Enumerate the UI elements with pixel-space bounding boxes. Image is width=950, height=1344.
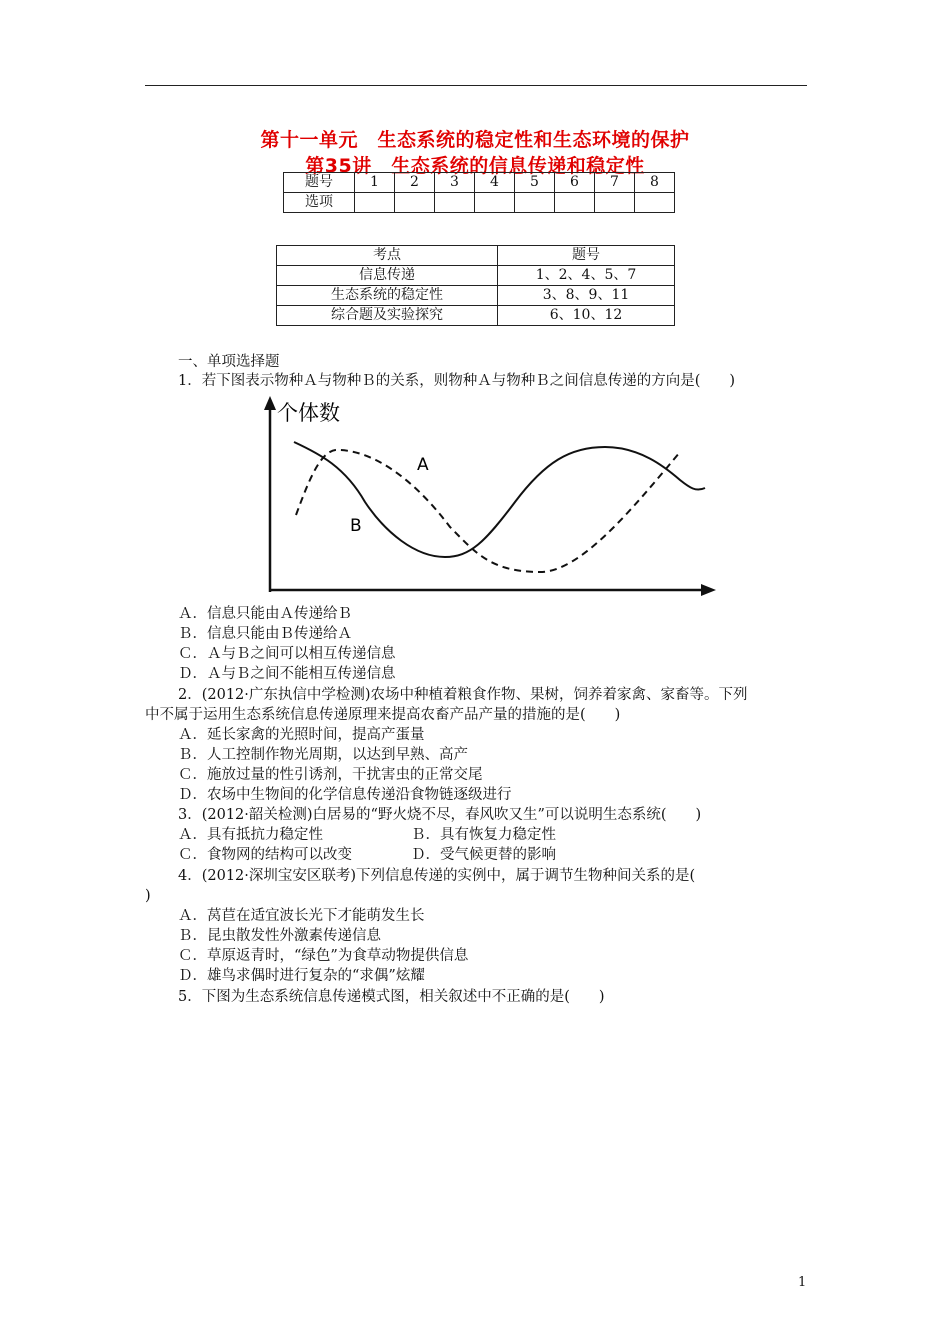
table-row [277,306,675,326]
answer-number: 8 [635,173,675,193]
answer-cell[interactable] [555,193,595,213]
population-graph [260,392,722,598]
curve-b-label: B [350,516,362,536]
topic-table [276,245,675,326]
curve-a [296,450,680,572]
number-cell: 6、10、12 [498,306,675,326]
answer-row-label: 选项 [284,193,355,213]
q2-stem-line1: 2．(2012·广东执信中学检测)农场中种植着粮食作物、果树，饲养着家禽、家畜等。下列 [178,687,748,703]
y-axis-label: 个体数 [277,401,340,425]
answer-number: 5 [515,173,555,193]
q4-option-a: Ａ．莴苣在适宜波长光下才能萌发生长 [178,908,425,924]
answer-cell[interactable] [395,193,435,213]
q4-option-d: Ｄ．雄鸟求偶时进行复杂的“求偶”炫耀 [178,968,425,984]
answer-row-numbers [284,173,675,193]
table-row [277,246,675,266]
answer-row-options [284,193,675,213]
y-axis-arrow [264,396,276,410]
q2-option-b: Ｂ．人工控制作物光周期，以达到早熟、高产 [178,747,468,763]
q1-option-c: Ｃ．Ａ与Ｂ之间可以相互传递信息 [178,646,396,662]
answer-row-label: 题号 [284,173,355,193]
q4-stem-line1: 4．(2012·深圳宝安区联考)下列信息传递的实例中，属于调节生物种间关系的是( [178,868,696,884]
q2-option-a: Ａ．延长家禽的光照时间，提高产蛋量 [178,727,425,743]
section-title: 一、单项选择题 [178,354,280,370]
topic-header: 考点 [277,246,498,266]
q2-option-d: Ｄ．农场中生物间的化学信息传递沿食物链逐级进行 [178,787,512,803]
number-cell: 3、8、9、11 [498,286,675,306]
answer-cell[interactable] [515,193,555,213]
q5-stem: 5．下图为生态系统信息传递模式图，相关叙述中不正确的是( ) [178,989,605,1005]
q3-stem: 3．(2012·韶关检测)白居易的“野火烧不尽，春风吹又生”可以说明生态系统( ) [178,807,702,823]
q4-option-b: Ｂ．昆虫散发性外激素传递信息 [178,928,381,944]
table-row [277,266,675,286]
q1-option-a: Ａ．信息只能由Ａ传递给Ｂ [178,606,352,622]
q1-stem: 1．若下图表示物种Ａ与物种Ｂ的关系，则物种Ａ与物种Ｂ之间信息传递的方向是( ) [178,373,736,389]
answer-number: 2 [395,173,435,193]
answer-number: 4 [475,173,515,193]
answer-cell[interactable] [475,193,515,213]
header-rule [145,85,807,86]
answer-number: 6 [555,173,595,193]
q3-option-c: Ｃ．食物网的结构可以改变 [178,847,352,863]
answer-cell[interactable] [435,193,475,213]
page-number: 1 [798,1275,807,1290]
answer-number: 1 [355,173,395,193]
q1-option-b: Ｂ．信息只能由Ｂ传递给Ａ [178,626,352,642]
x-axis-arrow [701,584,716,596]
lesson-title: 第35讲 生态系统的信息传递和稳定性 [305,155,645,177]
q2-option-c: Ｃ．施放过量的性引诱剂，干扰害虫的正常交尾 [178,767,483,783]
curve-b [294,442,705,557]
q3-option-a: Ａ．具有抵抗力稳定性 [178,827,323,843]
answer-number: 3 [435,173,475,193]
q1-option-d: Ｄ．Ａ与Ｂ之间不能相互传递信息 [178,666,396,682]
curve-a-label: A [417,455,429,475]
answer-cell[interactable] [595,193,635,213]
table-row [277,286,675,306]
topic-cell: 生态系统的稳定性 [277,286,498,306]
q2-stem-line2: 中不属于运用生态系统信息传递原理来提高农畜产品产量的措施的是( ) [145,707,621,723]
number-cell: 1、2、4、5、7 [498,266,675,286]
q3-option-b: Ｂ．具有恢复力稳定性 [411,827,556,843]
answer-table [283,172,675,213]
topic-cell: 综合题及实验探究 [277,306,498,326]
topic-cell: 信息传递 [277,266,498,286]
answer-number: 7 [595,173,635,193]
unit-title: 第十一单元 生态系统的稳定性和生态环境的保护 [260,129,690,151]
answer-cell[interactable] [635,193,675,213]
number-header: 题号 [498,246,675,266]
answer-cell[interactable] [355,193,395,213]
q3-option-d: Ｄ．受气候更替的影响 [411,847,556,863]
q4-stem-line2: ) [145,888,151,904]
q4-option-c: Ｃ．草原返青时，“绿色”为食草动物提供信息 [178,948,469,964]
